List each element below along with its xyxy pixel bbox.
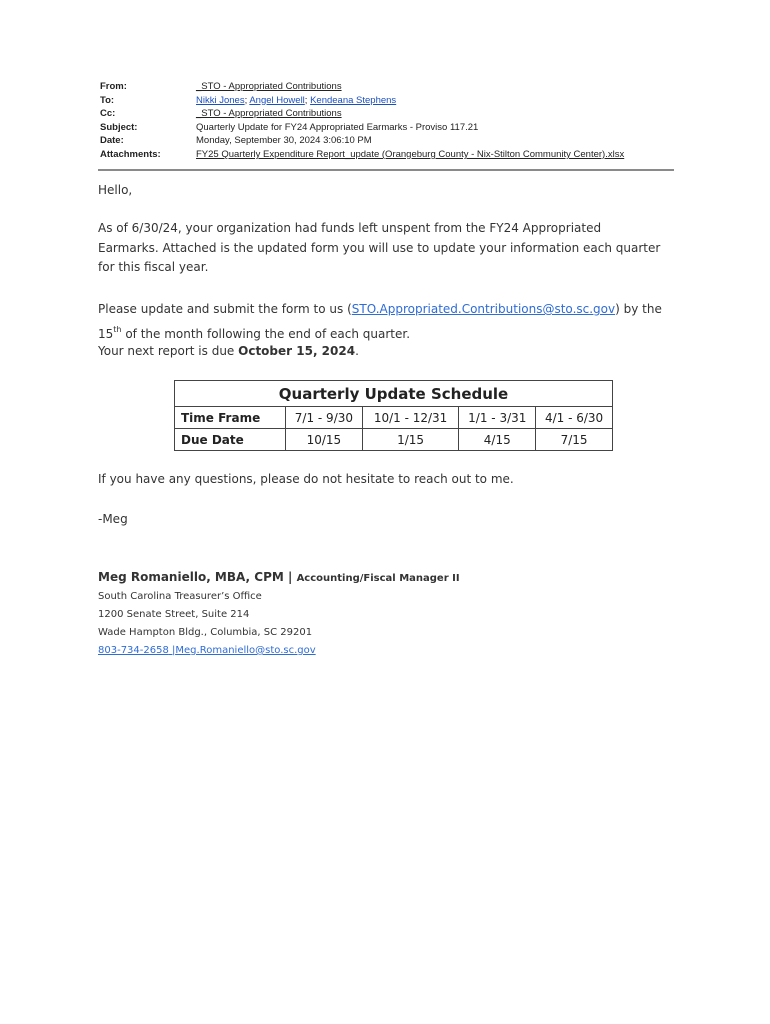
- from-row: [100, 80, 674, 94]
- table-title: Quarterly Update Schedule: [175, 381, 613, 407]
- recipient-link[interactable]: Nikki Jones: [196, 94, 245, 106]
- cc-link[interactable]: _STO - Appropriated Contributions: [196, 108, 342, 120]
- date-value: Monday, September 30, 2024 3:06:10 PM: [196, 135, 372, 147]
- table-cell: 1/15: [362, 429, 459, 451]
- greeting: Hello,: [98, 183, 133, 197]
- cc-label: Cc:: [100, 108, 116, 120]
- subject-label: Subject:: [100, 121, 138, 133]
- subject-row: [100, 121, 674, 135]
- table-row: [175, 407, 613, 429]
- next-report-due: [98, 342, 359, 362]
- table-cell: 7/15: [536, 429, 613, 451]
- to-label: To:: [100, 94, 115, 106]
- questions-line: If you have any questions, please do not hesitate to reach out to me.: [98, 472, 514, 486]
- from-link[interactable]: _STO - Appropriated Contributions: [196, 81, 342, 92]
- date-label: Date:: [100, 135, 124, 147]
- table-cell: 7/1 - 9/30: [286, 407, 363, 429]
- due-text-post: .: [355, 344, 359, 358]
- subject-value: Quarterly Update for FY24 Appropriated Earmarks - Proviso 117.21: [196, 121, 479, 133]
- attachments-label: Attachments:: [100, 148, 161, 160]
- signoff: -Meg: [98, 512, 128, 526]
- signature-contact-line: [98, 642, 460, 660]
- signature-office: South Carolina Treasurer’s Office: [98, 591, 262, 602]
- time-frame-label: Time Frame: [175, 407, 286, 429]
- cc-row: [100, 107, 674, 121]
- header-divider: [98, 169, 674, 171]
- signature-email-link[interactable]: Meg.Romaniello@sto.sc.gov: [175, 645, 316, 656]
- quarterly-schedule-table: [174, 380, 613, 451]
- signature-name-line: [98, 568, 460, 588]
- recipient-link[interactable]: Angel Howell: [249, 94, 305, 106]
- attachments-row: [100, 148, 674, 162]
- to-recipients: Nikki Jones; Angel Howell; Kendeana Stephens: [196, 94, 397, 106]
- date-row: [100, 134, 674, 148]
- from-label: From:: [100, 81, 127, 92]
- table-cell: 4/15: [459, 429, 536, 451]
- contributions-email-link[interactable]: STO.Appropriated.Contributions@sto.sc.gov: [351, 302, 616, 316]
- submit-text-pre: Please update and submit the form to us (: [98, 302, 352, 316]
- submit-text-post: of the month following the end of each quarter.: [121, 326, 411, 341]
- table-cell: 10/1 - 12/31: [362, 407, 459, 429]
- paragraph-unspent-funds: As of 6/30/24, your organization had funds left unspent from the FY24 Appropriated Earmarks. Attached is the updated form you will use to update your information each quarter for this fiscal year.: [98, 221, 661, 274]
- email-header: [100, 80, 674, 162]
- due-date: October 15, 2024: [238, 344, 356, 358]
- signature-divider: |: [168, 645, 176, 656]
- ordinal-superscript: th: [113, 324, 122, 334]
- phone-link[interactable]: 803-734-2658: [98, 645, 169, 656]
- due-date-label: Due Date: [175, 429, 286, 451]
- signature-address-1: 1200 Senate Street, Suite 214: [98, 609, 250, 620]
- table-title-row: [175, 381, 613, 407]
- table-cell: 1/1 - 3/31: [459, 407, 536, 429]
- to-row: [100, 94, 674, 108]
- table-cell: 10/15: [286, 429, 363, 451]
- due-text-pre: Your next report is due: [98, 344, 239, 358]
- signature-name: Meg Romaniello, MBA, CPM |: [98, 570, 293, 584]
- paragraph-submit-instructions: [98, 300, 663, 344]
- submit-text-mid: ) by the 15: [98, 302, 662, 341]
- table-row: [175, 429, 613, 451]
- table-cell: 4/1 - 6/30: [536, 407, 613, 429]
- attachment-link[interactable]: FY25 Quarterly Expenditure Report_update (Orangeburg County - Nix-Stilton Community Center).xlsx: [196, 148, 625, 160]
- signature-title: Accounting/Fiscal Manager II: [296, 573, 460, 584]
- signature-address-2: Wade Hampton Bldg., Columbia, SC 29201: [98, 627, 313, 638]
- signature-block: [98, 568, 460, 660]
- recipient-link[interactable]: Kendeana Stephens: [310, 94, 397, 106]
